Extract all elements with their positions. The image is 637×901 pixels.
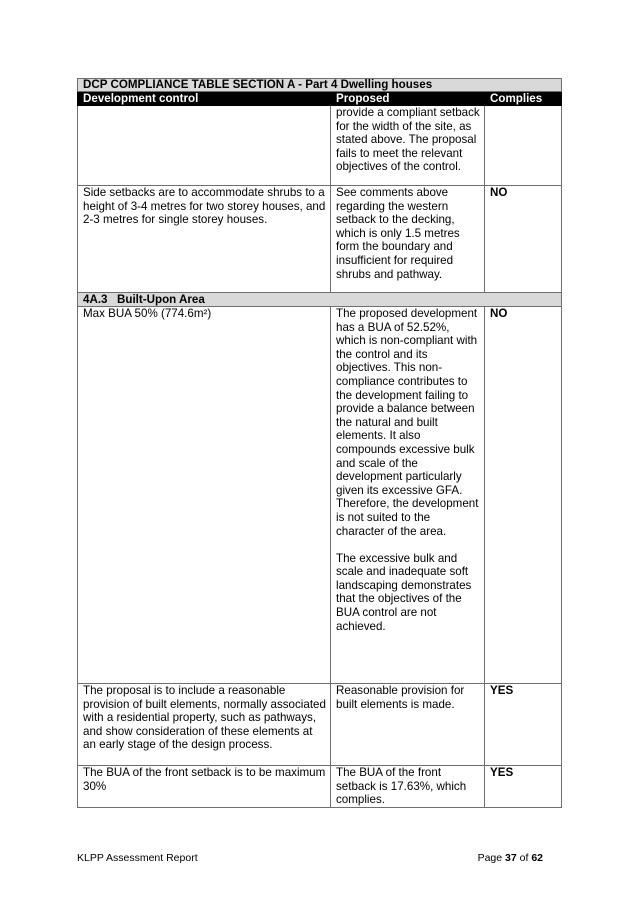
header-proposed: Proposed [331,92,485,106]
page-total: 62 [531,852,543,864]
dcp-compliance-table [77,78,562,808]
section-title: Built-Upon Area [117,293,205,306]
section-number: 4A.3 [83,293,108,306]
header-complies: Complies [485,92,562,106]
control-cell [78,106,331,186]
control-cell: The BUA of the front setback is to be maximum 30% [78,766,331,808]
complies-cell: NO [485,307,562,684]
proposed-cell: See comments above regarding the western setback to the decking, which is only 1.5 metres form the boundary and insufficient for required shrubs and pathway. [331,186,485,293]
table-row [78,684,562,766]
table-header-row [78,92,562,106]
proposed-cell [331,307,485,684]
control-cell: Max BUA 50% (774.6m²) [78,307,331,684]
complies-cell: YES [485,684,562,766]
section-heading-row [78,293,562,307]
control-cell: The proposal is to include a reasonable provision of built elements, normally associated with a residential property, such as pathways, and show consideration of these elements at an early stage of the design process. [78,684,331,766]
footer-report-name: KLPP Assessment Report [77,852,198,864]
section-heading [78,293,562,307]
page-current: 37 [505,852,517,864]
proposed-cell: Reasonable provision for built elements is made. [331,684,485,766]
table-row [78,766,562,808]
table-row [78,307,562,684]
proposed-cell: The BUA of the front setback is 17.63%, which complies. [331,766,485,808]
table-row [78,106,562,186]
table-row [78,186,562,293]
header-development-control: Development control [78,92,331,106]
complies-cell: YES [485,766,562,808]
proposed-paragraph: The excessive bulk and scale and inadequate soft landscaping demonstrates that the objectives of the BUA control are not achieved. [336,551,472,633]
footer-page-number [478,852,543,864]
table-title-row [78,79,562,92]
complies-cell [485,106,562,186]
page-prefix: Page [477,852,503,864]
complies-cell: NO [485,186,562,293]
proposed-cell: provide a compliant setback for the width of the site, as stated above. The proposal fails to meet the relevant objectives of the control. [331,106,485,186]
page-of: of [519,852,529,864]
control-cell: Side setbacks are to accommodate shrubs to a height of 3-4 metres for two storey houses, and 2-3 metres for single storey houses. [78,186,331,293]
proposed-paragraph: The proposed development has a BUA of 52.52%, which is non-compliant with the control and its objectives. This non-compliance contributes to the development failing to provide a balance between the natural and built elements. It also compounds excessive bulk and scale of the development particularly given its excessive GFA. Therefore, the development is not suited to the character of the area. [336,307,479,538]
table-title: DCP COMPLIANCE TABLE SECTION A - Part 4 Dwelling houses [78,79,562,92]
paragraph-spacer [336,538,480,552]
